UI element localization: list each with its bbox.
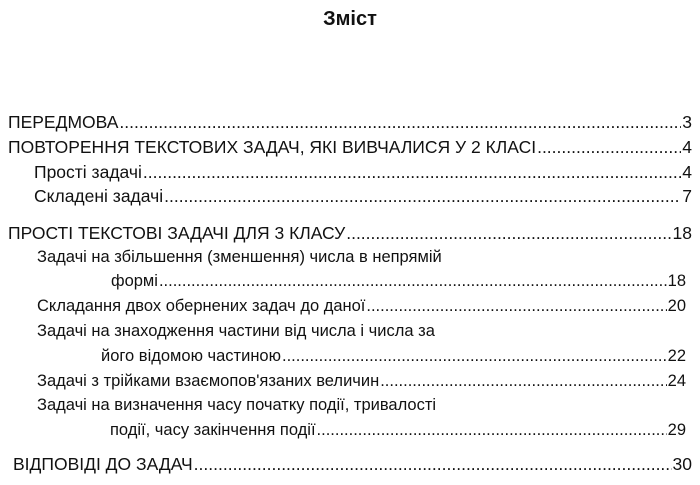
page-title: Зміст (323, 8, 377, 30)
toc-entry (111, 272, 686, 291)
toc-page-number: 29 (667, 421, 686, 439)
toc-entry-text: Задачі з трійками взаємопов'язаних величин (37, 372, 380, 390)
dot-leader (282, 347, 667, 366)
dot-leader (317, 421, 667, 440)
toc-entry (8, 137, 692, 158)
dot-leader (346, 223, 671, 244)
toc-entry-text: події, часу закінчення події (110, 421, 316, 439)
toc-page-number: 18 (672, 223, 692, 243)
toc-entry-text: ВІДПОВІДІ ДО ЗАДАЧ (13, 454, 193, 474)
toc-entry-text: ПЕРЕДМОВА (8, 112, 119, 132)
toc-entry (8, 223, 692, 244)
toc-entry (37, 372, 686, 391)
dot-leader (380, 372, 666, 391)
dot-leader (366, 297, 666, 316)
dot-leader (164, 186, 681, 207)
toc-entry-text: ПОВТОРЕННЯ ТЕКСТОВИХ ЗАДАЧ, ЯКІ ВИВЧАЛИСЯ У 2 КЛАСІ (8, 137, 537, 157)
toc-entry (37, 297, 686, 316)
toc-entry-text: Задачі на збільшення (зменшення) числа в непрямій (37, 248, 442, 266)
toc-page-number: 18 (667, 272, 686, 290)
toc-entry-text: ПРОСТІ ТЕКСТОВІ ЗАДАЧІ ДЛЯ 3 КЛАСУ (8, 223, 346, 243)
toc-entry (110, 421, 686, 440)
toc-entry (34, 186, 692, 207)
dot-leader (537, 137, 681, 158)
toc-page-number: 24 (667, 372, 686, 390)
toc-entry (34, 162, 692, 183)
toc-page-number: 7 (682, 186, 692, 206)
toc-entry (101, 347, 686, 366)
toc-entry-text: Складені задачі (34, 186, 164, 206)
toc-entry-text: Задачі на знаходження частини від числа і числа за (37, 322, 435, 340)
toc-entry-text: Задачі на визначення часу початку події, тривалості (37, 396, 437, 414)
toc-entry-text: Складання двох обернених задач до даної (37, 297, 366, 315)
dot-leader (119, 112, 681, 133)
toc-entry (8, 112, 692, 133)
toc-page-number: 4 (682, 162, 692, 182)
toc-entry (13, 454, 692, 475)
toc-entry-text: його відомою частиною (101, 347, 281, 365)
toc-page-number: 3 (682, 112, 692, 132)
dot-leader (159, 272, 667, 291)
toc-page-number: 22 (667, 347, 686, 365)
toc-page-number: 4 (682, 137, 692, 157)
toc-entry-text: Прості задачі (34, 162, 142, 182)
toc-page-number: 30 (672, 454, 692, 474)
dot-leader (194, 454, 672, 475)
toc-entry-text: формі (111, 272, 158, 290)
dot-leader (143, 162, 681, 183)
toc-page-number: 20 (667, 297, 686, 315)
